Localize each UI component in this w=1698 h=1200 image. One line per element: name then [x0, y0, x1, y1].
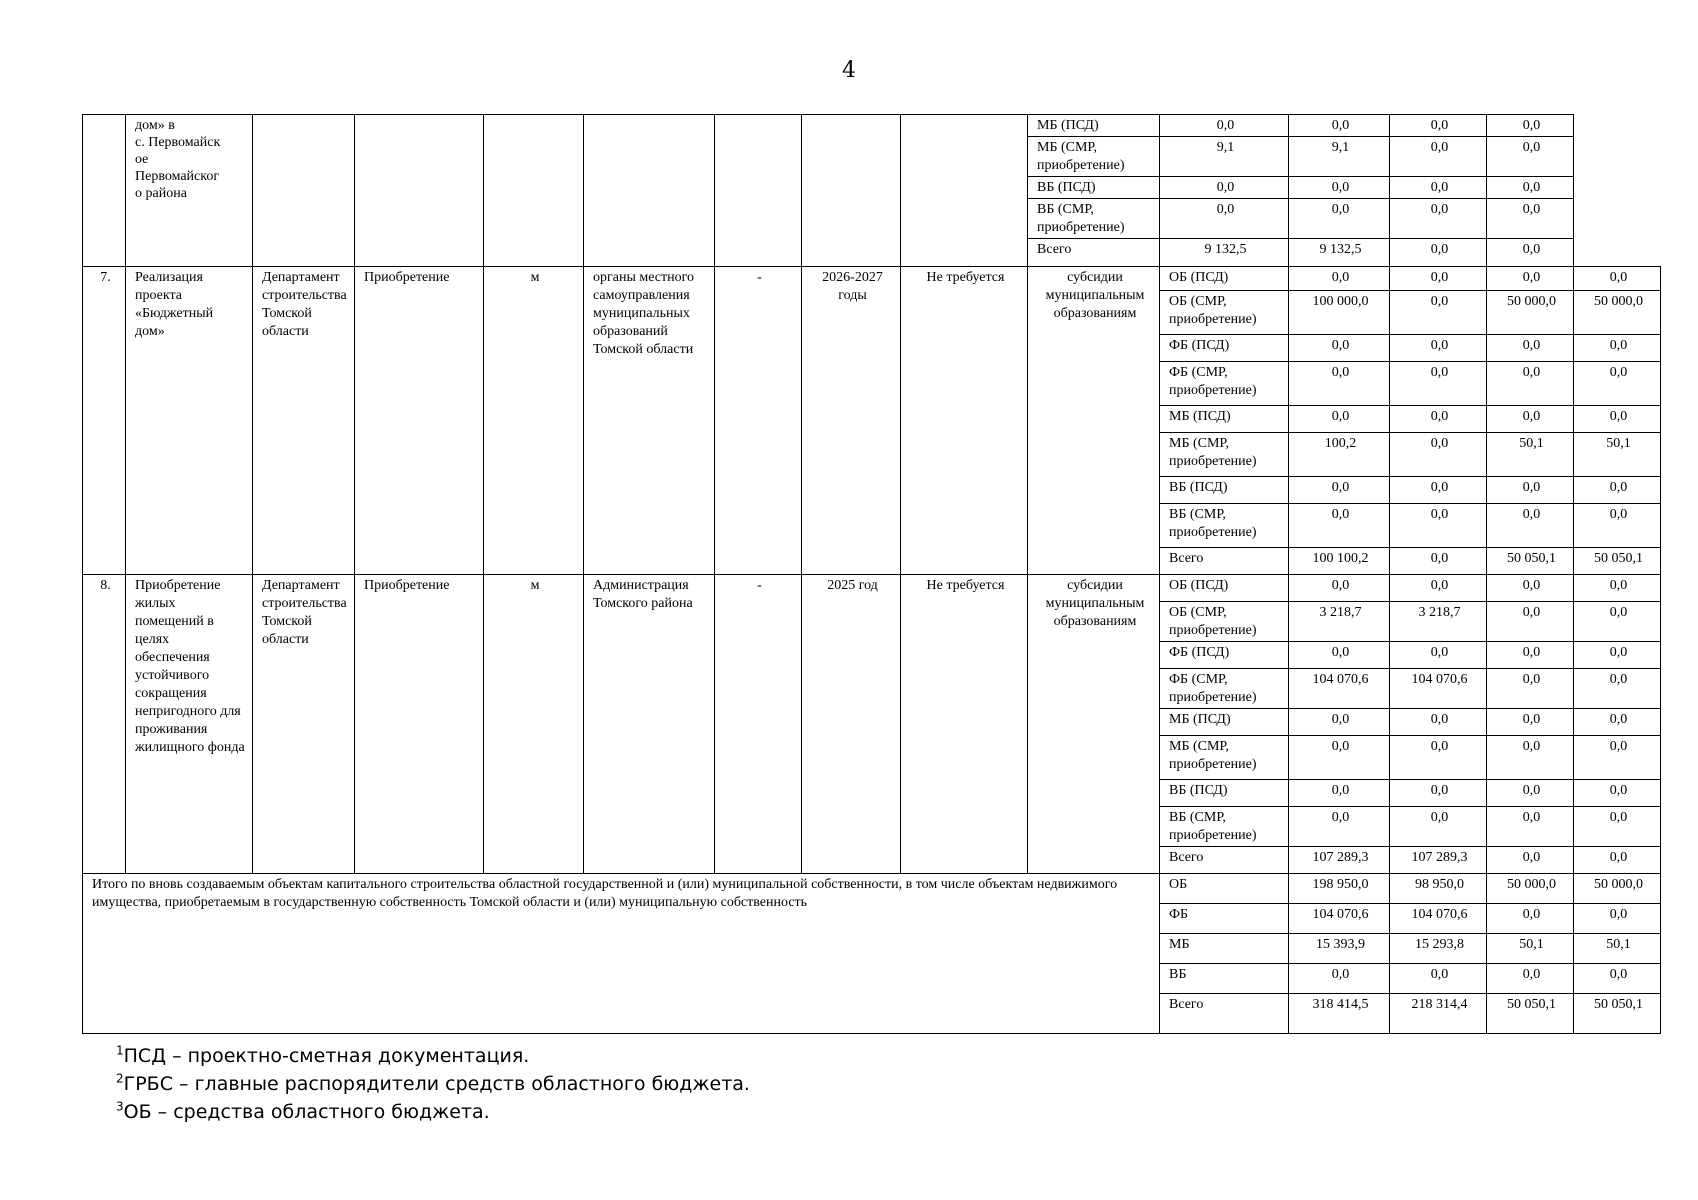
cell-amount: 0,0 [1390, 199, 1487, 239]
cell-amount: 0,0 [1487, 780, 1574, 807]
cell-total-amount: 50 050,1 [1487, 994, 1574, 1034]
cell-amount: 0,0 [1289, 335, 1390, 362]
cell-amount: 0,0 [1390, 575, 1487, 602]
cell-amount: 0,0 [1574, 267, 1661, 291]
cell-amount: 0,0 [1390, 115, 1487, 137]
footnote-text: ПСД – проектно-сметная документация. [123, 1045, 530, 1067]
cell-finance-source: ВБ (ПСД) [1160, 780, 1289, 807]
cell-amount: 0,0 [1574, 602, 1661, 642]
cell-amount: 0,0 [1289, 642, 1390, 669]
cell-finance-source: ОБ (ПСД) [1160, 575, 1289, 602]
cell-amount: 0,0 [1574, 575, 1661, 602]
cell-finance-source: ВБ (ПСД) [1028, 177, 1160, 199]
cell-amount: 9,1 [1289, 137, 1390, 177]
cell-recipient: органы местного самоуправления муниципальных образований Томской области [584, 267, 715, 575]
cell-total-source: Всего [1160, 994, 1289, 1034]
cell-amount: 100 100,2 [1289, 548, 1390, 575]
cell-amount: 0,0 [1487, 807, 1574, 847]
cell-empty [355, 115, 484, 267]
cell-period: 2025 год [802, 575, 901, 874]
cell-empty [715, 115, 802, 267]
table-row-total [83, 874, 1661, 904]
cell-unit: м [484, 267, 584, 575]
cell-finance-source: ВБ (ПСД) [1160, 477, 1289, 504]
cell-amount: 0,0 [1487, 199, 1574, 239]
cell-finance-source: ВБ (СМР, приобретение) [1160, 807, 1289, 847]
cell-amount: 0,0 [1574, 406, 1661, 433]
cell-grbs: Департамент строительства Томской области [253, 267, 355, 575]
cell-amount: 0,0 [1390, 780, 1487, 807]
cell-amount: 0,0 [1390, 709, 1487, 736]
cell-amount: 0,0 [1390, 504, 1487, 548]
cell-finance-source: МБ (СМР, приобретение) [1028, 137, 1160, 177]
cell-amount: 0,0 [1289, 807, 1390, 847]
cell-finance-source: ВБ (СМР, приобретение) [1160, 504, 1289, 548]
cell-total-amount: 50,1 [1487, 934, 1574, 964]
footnote-mark: 1 [116, 1043, 124, 1058]
cell-amount: 0,0 [1289, 362, 1390, 406]
cell-amount: 0,0 [1487, 137, 1574, 177]
cell-total-amount: 0,0 [1487, 904, 1574, 934]
cell-amount: 0,0 [1390, 137, 1487, 177]
cell-amount: 0,0 [1574, 335, 1661, 362]
cell-period: 2026-2027 годы [802, 267, 901, 575]
cell-amount: 0,0 [1160, 177, 1289, 199]
cell-amount: 0,0 [1487, 115, 1574, 137]
cell-amount: 0,0 [1390, 267, 1487, 291]
cell-amount: 0,0 [1289, 406, 1390, 433]
object-name-line: с. Первомайск [135, 135, 221, 150]
footnote-mark: 2 [116, 1071, 124, 1086]
cell-finance-source: МБ (СМР, приобретение) [1160, 736, 1289, 780]
cell-amount: 50,1 [1487, 433, 1574, 477]
cell-total-amount: 104 070,6 [1390, 904, 1487, 934]
object-name-line: о района [135, 186, 187, 201]
cell-empty [901, 115, 1028, 267]
cell-object-name: Приобретение жилых помещений в целях обеспечения устойчивого сокращения непригодного для проживания жилищного фонда [126, 575, 253, 874]
cell-amount: 0,0 [1574, 504, 1661, 548]
cell-amount: 9 132,5 [1160, 239, 1289, 267]
cell-empty [253, 115, 355, 267]
cell-amount: 0,0 [1487, 362, 1574, 406]
cell-total-label: Итого по вновь создаваемым объектам капитального строительства областной государственной и (или) муниципальной собственности, в том числе объектам недвижимого имущества, приобретаемым в государственную собственность Томской области и (или) муниципальную собственность [83, 874, 1160, 1034]
cell-capacity: - [715, 575, 802, 874]
cell-amount: 0,0 [1487, 177, 1574, 199]
cell-finance-source: Всего [1160, 548, 1289, 575]
cell-finance-source: ОБ (СМР, приобретение) [1160, 291, 1289, 335]
cell-empty [802, 115, 901, 267]
cell-amount: 104 070,6 [1289, 669, 1390, 709]
cell-amount: 9 132,5 [1289, 239, 1390, 267]
cell-support-type: субсидии муниципальным образованиям [1028, 267, 1160, 575]
cell-amount: 100 000,0 [1289, 291, 1390, 335]
cell-total-amount: 0,0 [1487, 964, 1574, 994]
cell-finance-source: ВБ (СМР, приобретение) [1028, 199, 1160, 239]
cell-amount: 0,0 [1487, 709, 1574, 736]
cell-form: Приобретение [355, 267, 484, 575]
footnote-mark: 3 [116, 1099, 124, 1114]
cell-empty [584, 115, 715, 267]
cell-empty [484, 115, 584, 267]
cell-total-amount: 15 393,9 [1289, 934, 1390, 964]
cell-total-amount: 50,1 [1574, 934, 1661, 964]
cell-num: 8. [83, 575, 126, 874]
cell-finance-source: МБ (ПСД) [1160, 709, 1289, 736]
cell-finance-source: МБ (ПСД) [1028, 115, 1160, 137]
object-name-line: Первомайског [135, 169, 220, 184]
cell-amount: 0,0 [1574, 807, 1661, 847]
cell-unit: м [484, 575, 584, 874]
cell-amount: 0,0 [1289, 477, 1390, 504]
cell-total-amount: 15 293,8 [1390, 934, 1487, 964]
cell-amount: 3 218,7 [1289, 602, 1390, 642]
table-row [83, 115, 1661, 137]
object-name-line: дом» в [135, 118, 175, 133]
cell-total-amount: 0,0 [1574, 964, 1661, 994]
cell-amount: 0,0 [1487, 847, 1574, 874]
cell-amount: 0,0 [1160, 115, 1289, 137]
cell-amount: 0,0 [1574, 477, 1661, 504]
cell-amount: 0,0 [1487, 602, 1574, 642]
cell-amount: 0,0 [1289, 199, 1390, 239]
cell-object-name [126, 115, 253, 267]
cell-amount: 0,0 [1574, 780, 1661, 807]
cell-amount: 0,0 [1574, 736, 1661, 780]
cell-amount: 0,0 [1390, 642, 1487, 669]
cell-amount: 0,0 [1390, 807, 1487, 847]
cell-amount: 0,0 [1574, 709, 1661, 736]
cell-amount: 0,0 [1390, 433, 1487, 477]
cell-total-amount: 198 950,0 [1289, 874, 1390, 904]
cell-total-amount: 50 000,0 [1574, 874, 1661, 904]
cell-total-amount: 0,0 [1574, 904, 1661, 934]
cell-amount: 0,0 [1390, 477, 1487, 504]
financing-table [82, 114, 1661, 1034]
table-row [83, 575, 1661, 602]
cell-amount: 0,0 [1390, 548, 1487, 575]
cell-finance-source: Всего [1028, 239, 1160, 267]
cell-num [83, 115, 126, 267]
cell-amount: 0,0 [1390, 335, 1487, 362]
cell-total-amount: 218 314,4 [1390, 994, 1487, 1034]
footnotes [116, 1042, 750, 1126]
cell-amount: 0,0 [1289, 115, 1390, 137]
cell-total-amount: 50 000,0 [1487, 874, 1574, 904]
cell-total-amount: 104 070,6 [1289, 904, 1390, 934]
cell-grbs: Департамент строительства Томской области [253, 575, 355, 874]
cell-amount: 0,0 [1487, 642, 1574, 669]
cell-amount: 0,0 [1487, 477, 1574, 504]
cell-recipient: Администрация Томского района [584, 575, 715, 874]
cell-amount: 0,0 [1289, 709, 1390, 736]
cell-amount: 0,0 [1487, 239, 1574, 267]
cell-form: Приобретение [355, 575, 484, 874]
footnote-text: ОБ – средства областного бюджета. [123, 1101, 490, 1123]
footnote [116, 1042, 750, 1070]
cell-amount: 0,0 [1289, 504, 1390, 548]
cell-amount: 50 050,1 [1487, 548, 1574, 575]
cell-amount: 0,0 [1289, 267, 1390, 291]
cell-finance-source: ФБ (СМР, приобретение) [1160, 362, 1289, 406]
footnote [116, 1070, 750, 1098]
footnote [116, 1098, 750, 1126]
cell-amount: 0,0 [1574, 847, 1661, 874]
cell-amount: 9,1 [1160, 137, 1289, 177]
cell-amount: 0,0 [1160, 199, 1289, 239]
cell-amount: 0,0 [1390, 291, 1487, 335]
cell-amount: 107 289,3 [1390, 847, 1487, 874]
cell-amount: 0,0 [1289, 575, 1390, 602]
cell-total-source: МБ [1160, 934, 1289, 964]
cell-amount: 0,0 [1390, 177, 1487, 199]
cell-amount: 50 000,0 [1487, 291, 1574, 335]
table-row [83, 267, 1661, 291]
cell-finance-source: ФБ (СМР, приобретение) [1160, 669, 1289, 709]
cell-support-type: субсидии муниципальным образованиям [1028, 575, 1160, 874]
cell-finance-source: МБ (ПСД) [1160, 406, 1289, 433]
cell-amount: 0,0 [1574, 669, 1661, 709]
cell-amount: 107 289,3 [1289, 847, 1390, 874]
cell-psd: Не требуется [901, 267, 1028, 575]
cell-amount: 0,0 [1487, 736, 1574, 780]
cell-amount: 3 218,7 [1390, 602, 1487, 642]
cell-amount: 0,0 [1487, 267, 1574, 291]
footnote-text: ГРБС – главные распорядители средств областного бюджета. [123, 1073, 750, 1095]
cell-total-amount: 318 414,5 [1289, 994, 1390, 1034]
cell-amount: 0,0 [1487, 504, 1574, 548]
object-name-line: ое [135, 152, 149, 167]
page-number: 4 [842, 58, 856, 83]
cell-amount: 0,0 [1574, 362, 1661, 406]
cell-total-amount: 0,0 [1390, 964, 1487, 994]
cell-amount: 0,0 [1574, 642, 1661, 669]
cell-amount: 0,0 [1289, 177, 1390, 199]
cell-finance-source: ОБ (СМР, приобретение) [1160, 602, 1289, 642]
cell-total-source: ВБ [1160, 964, 1289, 994]
cell-amount: 100,2 [1289, 433, 1390, 477]
cell-amount: 0,0 [1390, 406, 1487, 433]
cell-amount: 0,0 [1487, 406, 1574, 433]
cell-finance-source: ФБ (ПСД) [1160, 642, 1289, 669]
cell-amount: 0,0 [1390, 239, 1487, 267]
cell-finance-source: ФБ (ПСД) [1160, 335, 1289, 362]
cell-capacity: - [715, 267, 802, 575]
cell-amount: 0,0 [1487, 669, 1574, 709]
cell-amount: 0,0 [1390, 736, 1487, 780]
cell-psd: Не требуется [901, 575, 1028, 874]
cell-amount: 0,0 [1487, 335, 1574, 362]
cell-amount: 0,0 [1289, 736, 1390, 780]
cell-num: 7. [83, 267, 126, 575]
cell-amount: 50 000,0 [1574, 291, 1661, 335]
cell-amount: 50,1 [1574, 433, 1661, 477]
cell-amount: 0,0 [1289, 780, 1390, 807]
cell-finance-source: Всего [1160, 847, 1289, 874]
cell-total-amount: 50 050,1 [1574, 994, 1661, 1034]
cell-total-source: ФБ [1160, 904, 1289, 934]
cell-amount: 104 070,6 [1390, 669, 1487, 709]
cell-finance-source: МБ (СМР, приобретение) [1160, 433, 1289, 477]
cell-total-source: ОБ [1160, 874, 1289, 904]
cell-finance-source: ОБ (ПСД) [1160, 267, 1289, 291]
cell-amount: 50 050,1 [1574, 548, 1661, 575]
cell-object-name: Реализация проекта «Бюджетный дом» [126, 267, 253, 575]
cell-amount: 0,0 [1487, 575, 1574, 602]
cell-total-amount: 0,0 [1289, 964, 1390, 994]
cell-amount: 0,0 [1390, 362, 1487, 406]
cell-total-amount: 98 950,0 [1390, 874, 1487, 904]
